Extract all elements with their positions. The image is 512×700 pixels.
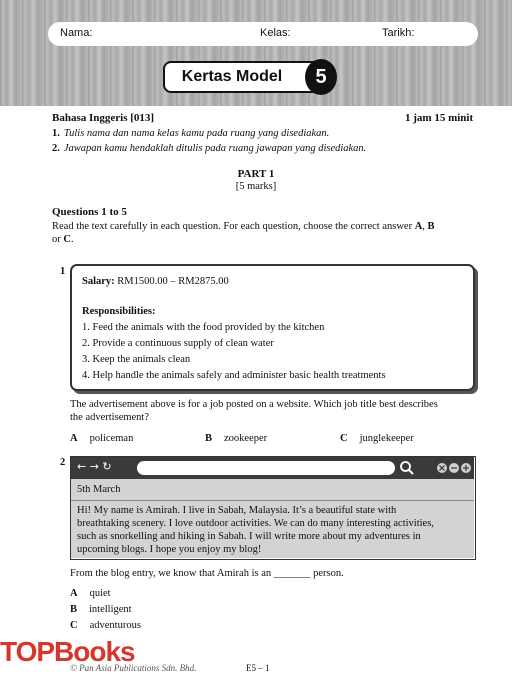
exam-duration: 1 jam 15 minit <box>405 112 474 124</box>
responsibility-item: 2. Provide a continuous supply of clean water <box>82 338 274 349</box>
salary-label: Salary: <box>82 276 115 287</box>
instruction-1 <box>52 128 329 139</box>
instruction-2-number: 2. <box>52 143 60 154</box>
window-control-icons <box>436 462 472 474</box>
paper-title: Kertas Model <box>163 61 323 93</box>
blog-line: Hi! My name is Amirah. I live in Sabah, Malaysia. It’s a beautiful state with <box>77 505 397 516</box>
class-label: Kelas: <box>260 27 291 39</box>
blog-date: 5th March <box>77 484 121 495</box>
page-number: E5 – 1 <box>246 663 270 673</box>
questions-instruction: Read the text carefully in each question. For each question, choose the correct answer A, B or C. <box>52 221 435 245</box>
blog-line: such as snorkelling and hiking in Sabah. I will write more about my adventures in <box>77 531 421 542</box>
browser-toolbar <box>71 457 474 479</box>
browser-nav-icons: ← → ↻ <box>77 460 112 473</box>
search-icon <box>399 460 415 476</box>
browser-url-field <box>137 461 395 475</box>
responsibility-item: 3. Keep the animals clean <box>82 354 191 365</box>
date-label: Tarikh: <box>382 27 415 39</box>
salary-value: RM1500.00 – RM2875.00 <box>117 276 229 287</box>
questions-heading: Questions 1 to 5 <box>52 206 127 218</box>
responsibilities-heading: Responsibilities: <box>82 306 156 317</box>
option-b[interactable]: B zookeeper <box>205 433 268 444</box>
question-1-text-line-1: The advertisement above is for a job posted on a website. Which job title best describes <box>70 399 438 410</box>
instruction-2 <box>52 143 366 154</box>
option-c[interactable]: C junglekeeper <box>340 433 414 444</box>
part-title: PART 1 <box>237 168 275 180</box>
instruction-1-text: Tulis nama dan nama kelas kamu pada ruang yang disediakan. <box>63 128 330 139</box>
salary-line <box>82 276 229 287</box>
blog-divider <box>71 500 474 501</box>
publisher-credit: © Pan Asia Publications Sdn. Bhd. <box>70 663 197 673</box>
instruction-1-number: 1. <box>52 128 60 139</box>
responsibility-item: 1. Feed the animals with the food provided by the kitchen <box>82 322 325 333</box>
topbooks-logo: TOPBooks <box>0 636 135 667</box>
blog-line: breathtaking scenery. I love outdoor activities. We can do many interesting activities, <box>77 518 434 529</box>
responsibility-item: 4. Help handle the animals safely and administer basic health treatments <box>82 370 386 381</box>
part-marks: [5 marks] <box>235 181 277 192</box>
student-info-bar <box>48 22 478 46</box>
blog-content <box>71 479 474 558</box>
instruction-2-text: Jawapan kamu hendaklah ditulis pada ruang jawapan yang disediakan. <box>63 143 367 154</box>
option-b[interactable]: B intelligent <box>70 604 132 615</box>
question-2-number: 2 <box>60 457 66 468</box>
option-a[interactable]: A quiet <box>70 588 111 599</box>
blog-line: upcoming blogs. I hope you enjoy my blog! <box>77 544 262 555</box>
blog-browser-window <box>70 456 476 560</box>
option-a[interactable]: A policeman <box>70 433 134 444</box>
question-2-text: From the blog entry, we know that Amirah is an _______ person. <box>70 568 344 579</box>
paper-number-badge: 5 <box>305 59 337 95</box>
subject-code: Bahasa Inggeris [013] <box>52 112 155 124</box>
question-1-text-line-2: the advertisement? <box>70 412 150 423</box>
option-c[interactable]: C adventurous <box>70 620 141 631</box>
question-1-number: 1 <box>60 266 66 277</box>
job-advertisement <box>70 264 475 391</box>
name-label: Nama: <box>60 27 93 39</box>
